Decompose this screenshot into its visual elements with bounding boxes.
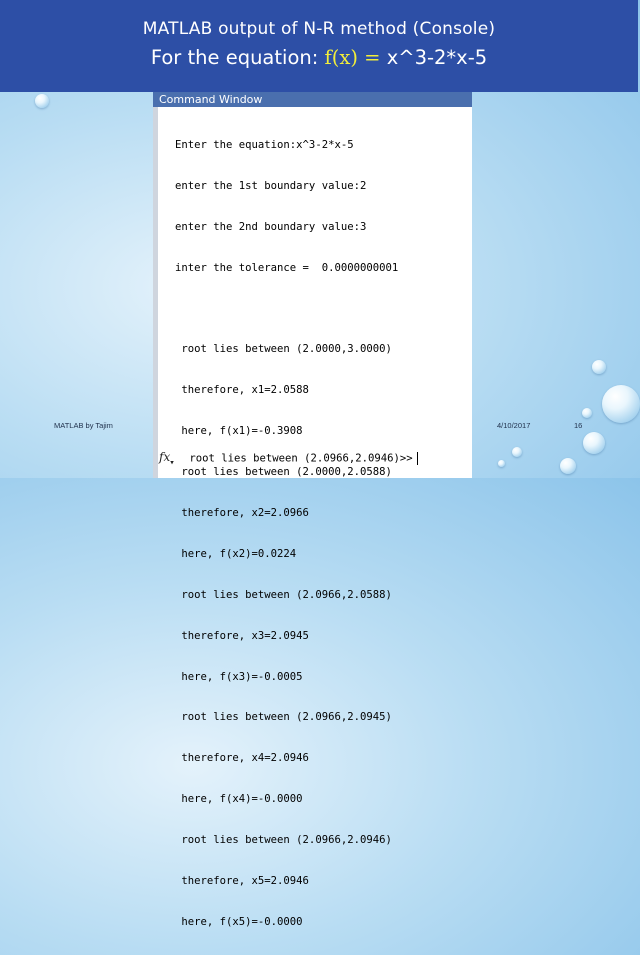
footer-date: 4/10/2017	[497, 421, 531, 430]
console-line: enter the 1st boundary value:2	[175, 179, 367, 192]
command-window-gutter	[153, 107, 158, 478]
console-line: here, f(x4)=-0.0000	[175, 793, 303, 806]
console-line: root lies between (2.0966,2.0946)	[175, 834, 392, 847]
console-line: therefore, x2=2.0966	[175, 507, 309, 520]
console-line: here, f(x1)=-0.3908	[175, 425, 303, 438]
command-prompt[interactable]	[183, 452, 418, 465]
console-line: therefore, x4=2.0946	[175, 752, 309, 765]
command-window[interactable]	[153, 92, 472, 928]
console-line: root lies between (2.0966,2.0588)	[175, 588, 392, 601]
console-line: Enter the equation:x^3-2*x-5	[175, 139, 354, 151]
decor-bubble-icon	[582, 408, 592, 418]
slide-subtitle	[0, 46, 638, 69]
text-cursor	[417, 452, 418, 465]
command-window-title: Command Window	[153, 92, 472, 107]
function-browser-icon[interactable]: $fx_▾$	[159, 450, 174, 467]
equation-prefix: For the equation:	[150, 46, 325, 69]
console-line: root lies between (2.0000,3.0000)	[175, 343, 392, 356]
console-line: here, f(x3)=-0.0005	[175, 670, 303, 683]
console-line: therefore, x1=2.0588	[175, 384, 309, 397]
slide-title: MATLAB output of N-R method (Console)	[142, 19, 496, 39]
console-line: here, f(x2)=0.0224	[175, 547, 297, 560]
prompt-text: root lies between (2.0966,2.0946)>>	[183, 452, 413, 465]
equation-rhs: x^3-2*x-5	[386, 46, 488, 69]
console-line: enter the 2nd boundary value:3	[175, 220, 367, 233]
slide-header	[0, 0, 638, 92]
console-line: root lies between (2.0966,2.0945)	[175, 711, 392, 724]
decor-bubble-icon	[583, 432, 605, 454]
console-line: here, f(x5)=-0.0000	[175, 915, 303, 928]
footer-page-number: 16	[574, 421, 583, 430]
fx-label: fx	[159, 450, 171, 464]
decor-bubble-icon	[560, 458, 576, 474]
console-output	[175, 113, 472, 955]
equation-fx: f(x)	[324, 46, 358, 69]
console-line: root lies between (2.0000,2.0588)	[175, 466, 392, 479]
equation-equals: =	[357, 46, 387, 69]
decor-bubble-icon	[602, 385, 640, 423]
decor-bubble-icon	[592, 360, 606, 374]
footer-author: MATLAB by Tajim	[54, 421, 113, 430]
console-line: inter the tolerance = 0.0000000001	[175, 261, 399, 274]
decor-bubble-icon	[498, 460, 505, 467]
decor-bubble-icon	[35, 94, 49, 108]
decor-bubble-icon	[512, 447, 522, 457]
console-line: therefore, x5=2.0946	[175, 875, 309, 888]
console-line	[175, 301, 472, 318]
console-line: therefore, x3=2.0945	[175, 629, 309, 642]
